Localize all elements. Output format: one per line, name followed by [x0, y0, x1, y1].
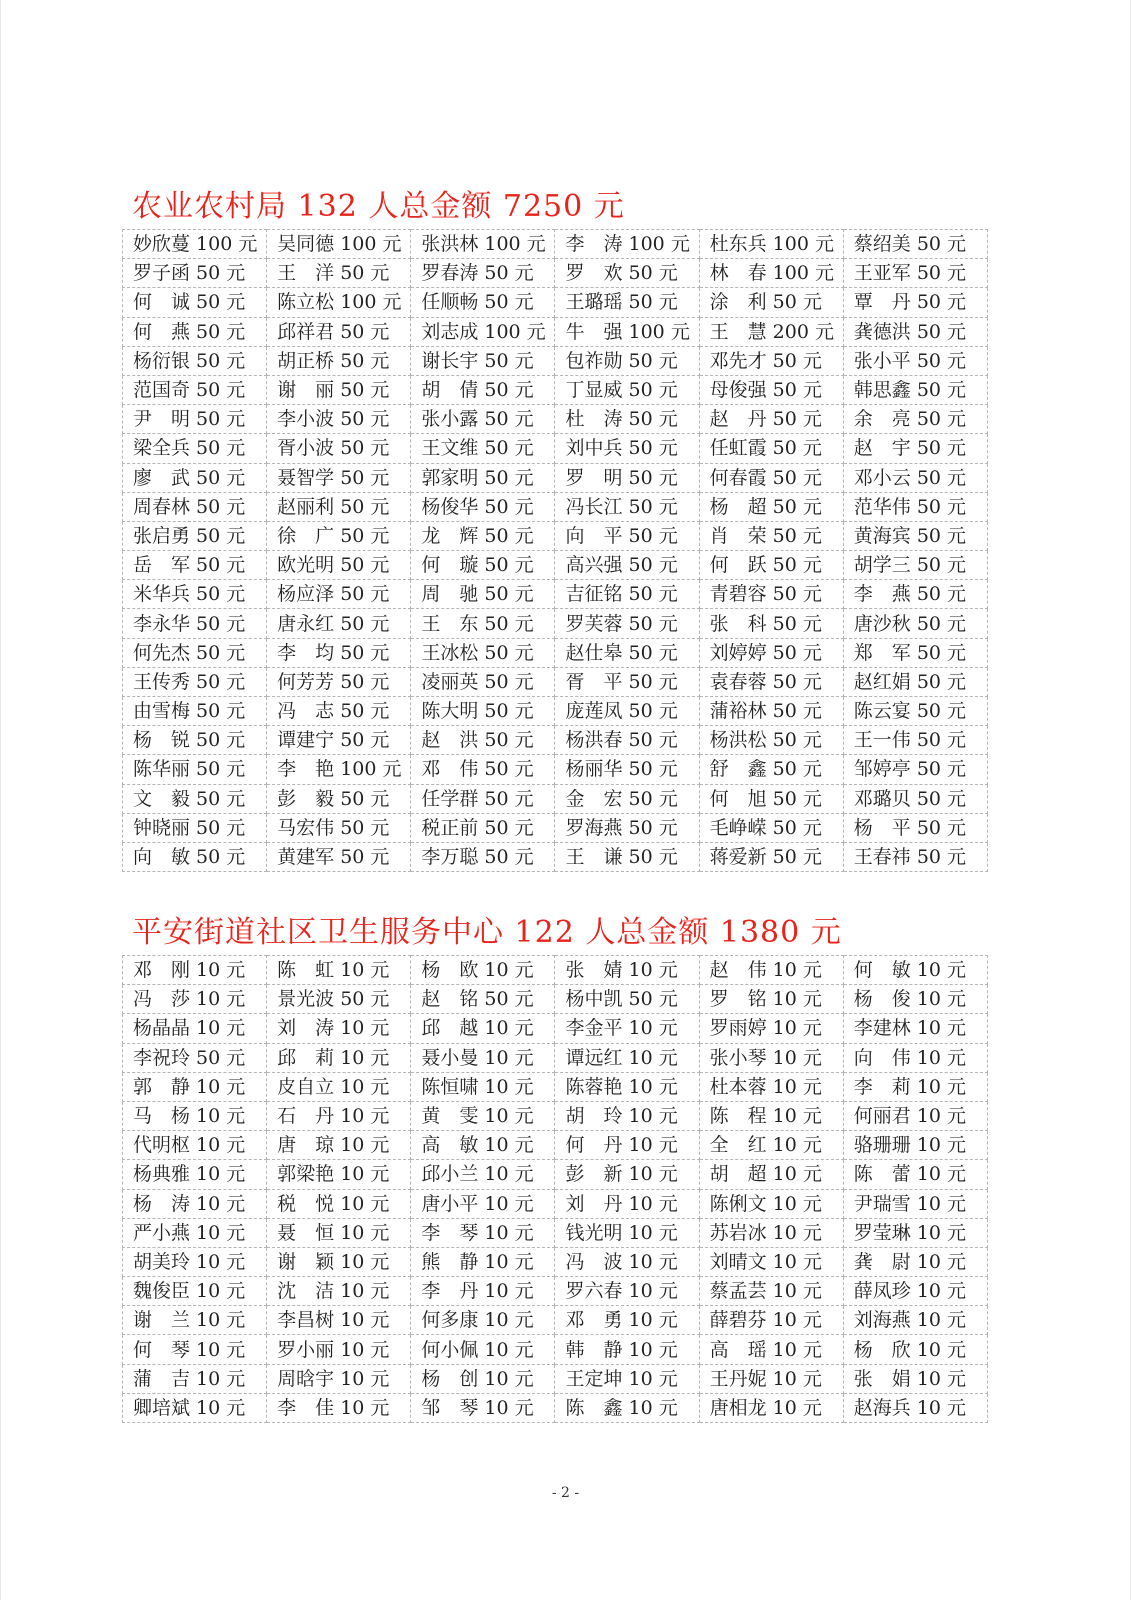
donor-cell: 景光波 50 元: [267, 985, 411, 1014]
page-number: - 2 -: [551, 1485, 580, 1501]
donor-cell: 王文维 50 元: [411, 434, 555, 463]
donor-cell: 张小琴 10 元: [699, 1043, 843, 1072]
donor-cell: 庞莲凤 50 元: [555, 697, 699, 726]
table-row: [123, 1306, 988, 1335]
donor-cell: 张 娟 10 元: [843, 1364, 987, 1393]
donor-cell: 赵 洪 50 元: [411, 726, 555, 755]
donor-cell: 杨应泽 50 元: [267, 580, 411, 609]
donor-cell: 金 宏 50 元: [555, 784, 699, 813]
donor-cell: 骆珊珊 10 元: [843, 1131, 987, 1160]
donor-cell: 邓 刚 10 元: [123, 956, 267, 985]
table-row: [123, 697, 988, 726]
donor-cell: 邹 琴 10 元: [411, 1393, 555, 1422]
donor-cell: 吉征铭 50 元: [555, 580, 699, 609]
donor-cell: 邓小云 50 元: [843, 463, 987, 492]
table-row: [123, 1335, 988, 1364]
donation-table: [122, 229, 988, 872]
table-row: [123, 1101, 988, 1130]
donor-cell: 胡 倩 50 元: [411, 375, 555, 404]
donor-cell: 卿培斌 10 元: [123, 1393, 267, 1422]
donor-cell: 马 杨 10 元: [123, 1101, 267, 1130]
section-title: 平安街道社区卫生服务中心 122 人总金额 1380 元: [132, 915, 842, 950]
donor-cell: 尹 明 50 元: [123, 405, 267, 434]
donor-cell: 王 慧 200 元: [699, 317, 843, 346]
table-row: [123, 1247, 988, 1276]
donor-cell: 陈立松 100 元: [267, 288, 411, 317]
table-row: [123, 521, 988, 550]
table-row: [123, 230, 988, 259]
donor-cell: 陈 虹 10 元: [267, 956, 411, 985]
table-row: [123, 346, 988, 375]
donor-cell: 蒋爱新 50 元: [699, 842, 843, 871]
donor-cell: 李永华 50 元: [123, 609, 267, 638]
table-row: [123, 609, 988, 638]
donor-cell: 王丹妮 10 元: [699, 1364, 843, 1393]
table-row: [123, 813, 988, 842]
donor-cell: 唐沙秋 50 元: [843, 609, 987, 638]
donor-cell: 刘婷婷 50 元: [699, 638, 843, 667]
donor-cell: 邱祥君 50 元: [267, 317, 411, 346]
donation-table: [122, 955, 988, 1423]
donor-cell: 罗 铭 10 元: [699, 985, 843, 1014]
table-row: [123, 492, 988, 521]
table-row: [123, 1189, 988, 1218]
donor-cell: 妙欣蔓 100 元: [123, 230, 267, 259]
donor-cell: 聂小曼 10 元: [411, 1043, 555, 1072]
donor-cell: 赵仕皋 50 元: [555, 638, 699, 667]
donor-cell: 罗六春 10 元: [555, 1277, 699, 1306]
donor-cell: 邱 越 10 元: [411, 1014, 555, 1043]
donor-cell: 韩思鑫 50 元: [843, 375, 987, 404]
donor-cell: 周晗宇 10 元: [267, 1364, 411, 1393]
donor-cell: 何丽君 10 元: [843, 1101, 987, 1130]
donor-cell: 赵丽利 50 元: [267, 492, 411, 521]
donor-cell: 覃 丹 50 元: [843, 288, 987, 317]
donor-cell: 王 洋 50 元: [267, 259, 411, 288]
donor-cell: 杨洪春 50 元: [555, 726, 699, 755]
donor-cell: 税正前 50 元: [411, 813, 555, 842]
donor-cell: 杨俊华 50 元: [411, 492, 555, 521]
donor-cell: 皮自立 10 元: [267, 1072, 411, 1101]
donor-cell: 刘 涛 10 元: [267, 1014, 411, 1043]
donor-cell: 李小波 50 元: [267, 405, 411, 434]
donor-cell: 黄海宾 50 元: [843, 521, 987, 550]
donor-cell: 邱 莉 10 元: [267, 1043, 411, 1072]
section-health-center: [122, 913, 1131, 1423]
donor-cell: 凌丽英 50 元: [411, 667, 555, 696]
donor-cell: 母俊强 50 元: [699, 375, 843, 404]
donor-cell: 高 敏 10 元: [411, 1131, 555, 1160]
donor-cell: 张小平 50 元: [843, 346, 987, 375]
donor-cell: 杜 涛 50 元: [555, 405, 699, 434]
page-left-edge: [0, 0, 1, 1600]
donor-cell: 陈俐文 10 元: [699, 1189, 843, 1218]
donor-cell: 周 驰 50 元: [411, 580, 555, 609]
table-row: [123, 1131, 988, 1160]
donor-cell: 蔡绍美 50 元: [843, 230, 987, 259]
donor-cell: 王冰松 50 元: [411, 638, 555, 667]
table-row: [123, 1043, 988, 1072]
donor-cell: 唐相龙 10 元: [699, 1393, 843, 1422]
table-row: [123, 956, 988, 985]
donor-cell: 王亚军 50 元: [843, 259, 987, 288]
donor-cell: 胡正桥 50 元: [267, 346, 411, 375]
donor-cell: 沈 洁 10 元: [267, 1277, 411, 1306]
donor-cell: 李 丹 10 元: [411, 1277, 555, 1306]
donor-cell: 李 莉 10 元: [843, 1072, 987, 1101]
donor-cell: 岳 军 50 元: [123, 551, 267, 580]
donor-cell: 彭 新 10 元: [555, 1160, 699, 1189]
donor-cell: 何春霞 50 元: [699, 463, 843, 492]
donor-cell: 张小露 50 元: [411, 405, 555, 434]
donor-cell: 何 诚 50 元: [123, 288, 267, 317]
donor-cell: 何芳芳 50 元: [267, 667, 411, 696]
donor-cell: 代明枢 10 元: [123, 1131, 267, 1160]
donor-cell: 邱小兰 10 元: [411, 1160, 555, 1189]
donor-cell: 何 琴 10 元: [123, 1335, 267, 1364]
donor-cell: 胡 超 10 元: [699, 1160, 843, 1189]
donor-cell: 李 涛 100 元: [555, 230, 699, 259]
donor-cell: 严小燕 10 元: [123, 1218, 267, 1247]
donor-cell: 陈 蕾 10 元: [843, 1160, 987, 1189]
donor-cell: 刘中兵 50 元: [555, 434, 699, 463]
donor-cell: 冯长江 50 元: [555, 492, 699, 521]
donor-cell: 胥小波 50 元: [267, 434, 411, 463]
table-row: [123, 463, 988, 492]
donor-cell: 张 科 50 元: [699, 609, 843, 638]
donor-cell: 李 均 50 元: [267, 638, 411, 667]
donor-cell: 青碧容 50 元: [699, 580, 843, 609]
donor-cell: 罗子函 50 元: [123, 259, 267, 288]
donor-cell: 聂 恒 10 元: [267, 1218, 411, 1247]
donor-cell: 薛凤珍 10 元: [843, 1277, 987, 1306]
donor-cell: 马宏伟 50 元: [267, 813, 411, 842]
donor-cell: 郭 静 10 元: [123, 1072, 267, 1101]
donor-cell: 任虹霞 50 元: [699, 434, 843, 463]
table-row: [123, 1277, 988, 1306]
donor-cell: 高 瑶 10 元: [699, 1335, 843, 1364]
donor-cell: 范华伟 50 元: [843, 492, 987, 521]
donor-cell: 王一伟 50 元: [843, 726, 987, 755]
donor-cell: 杨 俊 10 元: [843, 985, 987, 1014]
donor-cell: 向 敏 50 元: [123, 842, 267, 871]
donor-cell: 陈云宴 50 元: [843, 697, 987, 726]
donor-cell: 罗小丽 10 元: [267, 1335, 411, 1364]
donor-cell: 聂智学 50 元: [267, 463, 411, 492]
donor-cell: 邓 勇 10 元: [555, 1306, 699, 1335]
donor-cell: 苏岩冰 10 元: [699, 1218, 843, 1247]
donor-cell: 陈 程 10 元: [699, 1101, 843, 1130]
donor-cell: 杨晶晶 10 元: [123, 1014, 267, 1043]
donor-cell: 刘海燕 10 元: [843, 1306, 987, 1335]
donor-cell: 吴同德 100 元: [267, 230, 411, 259]
donor-cell: 杨 欧 10 元: [411, 956, 555, 985]
donor-cell: 刘晴文 10 元: [699, 1247, 843, 1276]
donor-cell: 冯 波 10 元: [555, 1247, 699, 1276]
donor-cell: 李金平 10 元: [555, 1014, 699, 1043]
donor-cell: 李 艳 100 元: [267, 755, 411, 784]
donor-cell: 罗莹琳 10 元: [843, 1218, 987, 1247]
donor-cell: 熊 静 10 元: [411, 1247, 555, 1276]
donor-cell: 王璐瑶 50 元: [555, 288, 699, 317]
table-row: [123, 1014, 988, 1043]
donor-cell: 毛峥嵘 50 元: [699, 813, 843, 842]
table-row: [123, 375, 988, 404]
table-row: [123, 638, 988, 667]
donor-cell: 谭建宁 50 元: [267, 726, 411, 755]
table-row: [123, 1218, 988, 1247]
table-row: [123, 1393, 988, 1422]
donor-cell: 唐小平 10 元: [411, 1189, 555, 1218]
table-row: [123, 405, 988, 434]
donor-cell: 张洪林 100 元: [411, 230, 555, 259]
donor-cell: 杨中凯 50 元: [555, 985, 699, 1014]
donor-cell: 陈大明 50 元: [411, 697, 555, 726]
donor-cell: 李 佳 10 元: [267, 1393, 411, 1422]
donor-cell: 向 平 50 元: [555, 521, 699, 550]
donor-cell: 杨 欣 10 元: [843, 1335, 987, 1364]
table-row: [123, 755, 988, 784]
donor-cell: 袁春蓉 50 元: [699, 667, 843, 696]
donor-cell: 杨 锐 50 元: [123, 726, 267, 755]
donor-cell: 向 伟 10 元: [843, 1043, 987, 1072]
donor-cell: 胥 平 50 元: [555, 667, 699, 696]
donor-cell: 何 燕 50 元: [123, 317, 267, 346]
donor-cell: 高兴强 50 元: [555, 551, 699, 580]
donor-cell: 谢 颖 10 元: [267, 1247, 411, 1276]
table-row: [123, 551, 988, 580]
donor-cell: 彭 毅 50 元: [267, 784, 411, 813]
donor-cell: 李 琴 10 元: [411, 1218, 555, 1247]
donor-cell: 杜东兵 100 元: [699, 230, 843, 259]
donor-cell: 税 悦 10 元: [267, 1189, 411, 1218]
donor-cell: 包祚勋 50 元: [555, 346, 699, 375]
donor-cell: 龚 尉 10 元: [843, 1247, 987, 1276]
donor-cell: 黄 雯 10 元: [411, 1101, 555, 1130]
table-row: [123, 434, 988, 463]
donor-cell: 范国奇 50 元: [123, 375, 267, 404]
donor-cell: 丁显威 50 元: [555, 375, 699, 404]
table-row: [123, 726, 988, 755]
donor-cell: 钟晓丽 50 元: [123, 813, 267, 842]
donor-cell: 罗海燕 50 元: [555, 813, 699, 842]
donor-cell: 唐 琼 10 元: [267, 1131, 411, 1160]
donor-cell: 胡 玲 10 元: [555, 1101, 699, 1130]
donor-cell: 刘 丹 10 元: [555, 1189, 699, 1218]
donor-cell: 魏俊臣 10 元: [123, 1277, 267, 1306]
donor-cell: 何多康 10 元: [411, 1306, 555, 1335]
donor-cell: 杨衍银 50 元: [123, 346, 267, 375]
donor-cell: 张启勇 50 元: [123, 521, 267, 550]
donor-cell: 蒲 吉 10 元: [123, 1364, 267, 1393]
donor-cell: 王 东 50 元: [411, 609, 555, 638]
donor-cell: 冯 志 50 元: [267, 697, 411, 726]
donor-cell: 韩 静 10 元: [555, 1335, 699, 1364]
table-row: [123, 784, 988, 813]
donor-cell: 任顺畅 50 元: [411, 288, 555, 317]
donor-cell: 赵 丹 50 元: [699, 405, 843, 434]
donor-cell: 石 丹 10 元: [267, 1101, 411, 1130]
donor-cell: 何小佩 10 元: [411, 1335, 555, 1364]
donor-cell: 谢 兰 10 元: [123, 1306, 267, 1335]
table-row: [123, 259, 988, 288]
table-row: [123, 1160, 988, 1189]
donor-cell: 杨 创 10 元: [411, 1364, 555, 1393]
donor-cell: 何先杰 50 元: [123, 638, 267, 667]
table-row: [123, 288, 988, 317]
donor-cell: 蒲裕林 50 元: [699, 697, 843, 726]
donor-cell: 谢长宇 50 元: [411, 346, 555, 375]
donor-cell: 任学群 50 元: [411, 784, 555, 813]
donor-cell: 冯 莎 10 元: [123, 985, 267, 1014]
donor-cell: 周春林 50 元: [123, 492, 267, 521]
donor-cell: 罗芙蓉 50 元: [555, 609, 699, 638]
donor-cell: 邓 伟 50 元: [411, 755, 555, 784]
donor-cell: 林 春 100 元: [699, 259, 843, 288]
donor-cell: 徐 广 50 元: [267, 521, 411, 550]
donor-cell: 何 璇 50 元: [411, 551, 555, 580]
donor-cell: 何 敏 10 元: [843, 956, 987, 985]
donor-cell: 谢 丽 50 元: [267, 375, 411, 404]
donor-cell: 赵红娟 50 元: [843, 667, 987, 696]
donor-cell: 尹瑞雪 10 元: [843, 1189, 987, 1218]
donor-cell: 陈华丽 50 元: [123, 755, 267, 784]
donor-cell: 何 丹 10 元: [555, 1131, 699, 1160]
donor-cell: 全 红 10 元: [699, 1131, 843, 1160]
donor-cell: 谭远红 10 元: [555, 1043, 699, 1072]
donor-cell: 赵海兵 10 元: [843, 1393, 987, 1422]
donor-cell: 张 婧 10 元: [555, 956, 699, 985]
donor-cell: 罗 明 50 元: [555, 463, 699, 492]
donor-cell: 王定坤 10 元: [555, 1364, 699, 1393]
donor-cell: 欧光明 50 元: [267, 551, 411, 580]
donor-cell: 杨 涛 10 元: [123, 1189, 267, 1218]
donor-cell: 王春祎 50 元: [843, 842, 987, 871]
donor-cell: 梁全兵 50 元: [123, 434, 267, 463]
donor-cell: 黄建军 50 元: [267, 842, 411, 871]
donor-cell: 何 旭 50 元: [699, 784, 843, 813]
donor-cell: 杨 平 50 元: [843, 813, 987, 842]
table-row: [123, 667, 988, 696]
donor-cell: 罗春涛 50 元: [411, 259, 555, 288]
donor-cell: 胡美玲 10 元: [123, 1247, 267, 1276]
table-row: [123, 580, 988, 609]
donor-cell: 赵 铭 50 元: [411, 985, 555, 1014]
donor-cell: 龙 辉 50 元: [411, 521, 555, 550]
donor-cell: 陈恒啸 10 元: [411, 1072, 555, 1101]
donor-cell: 李建林 10 元: [843, 1014, 987, 1043]
donor-cell: 王传秀 50 元: [123, 667, 267, 696]
donor-cell: 舒 鑫 50 元: [699, 755, 843, 784]
donor-cell: 郭梁艳 10 元: [267, 1160, 411, 1189]
donor-cell: 罗 欢 50 元: [555, 259, 699, 288]
donor-cell: 杨洪松 50 元: [699, 726, 843, 755]
donor-cell: 杨丽华 50 元: [555, 755, 699, 784]
donor-cell: 肖 荣 50 元: [699, 521, 843, 550]
donor-cell: 郑 军 50 元: [843, 638, 987, 667]
donor-cell: 陈蓉艳 10 元: [555, 1072, 699, 1101]
donor-cell: 龚德洪 50 元: [843, 317, 987, 346]
donor-cell: 牛 强 100 元: [555, 317, 699, 346]
donor-cell: 杜本蓉 10 元: [699, 1072, 843, 1101]
donor-cell: 赵 宇 50 元: [843, 434, 987, 463]
donor-cell: 杨典雅 10 元: [123, 1160, 267, 1189]
donor-cell: 李 燕 50 元: [843, 580, 987, 609]
donor-cell: 邹婷亭 50 元: [843, 755, 987, 784]
donor-cell: 由雪梅 50 元: [123, 697, 267, 726]
section-title: 农业农村局 132 人总金额 7250 元: [132, 189, 625, 224]
table-row: [123, 1072, 988, 1101]
donor-cell: 文 毅 50 元: [123, 784, 267, 813]
donor-cell: 胡学三 50 元: [843, 551, 987, 580]
donor-cell: 李万聪 50 元: [411, 842, 555, 871]
donor-cell: 何 跃 50 元: [699, 551, 843, 580]
donor-cell: 邓璐贝 50 元: [843, 784, 987, 813]
table-row: [123, 985, 988, 1014]
donor-cell: 蔡孟芸 10 元: [699, 1277, 843, 1306]
donor-cell: 余 亮 50 元: [843, 405, 987, 434]
donor-cell: 米华兵 50 元: [123, 580, 267, 609]
section-agriculture: [122, 187, 1131, 872]
table-row: [123, 317, 988, 346]
donor-cell: 杨 超 50 元: [699, 492, 843, 521]
donor-cell: 陈 鑫 10 元: [555, 1393, 699, 1422]
donor-cell: 钱光明 10 元: [555, 1218, 699, 1247]
donor-cell: 李祝玲 50 元: [123, 1043, 267, 1072]
donor-cell: 李昌树 10 元: [267, 1306, 411, 1335]
table-row: [123, 842, 988, 871]
donor-cell: 廖 武 50 元: [123, 463, 267, 492]
donor-cell: 涂 利 50 元: [699, 288, 843, 317]
donor-cell: 刘志成 100 元: [411, 317, 555, 346]
donor-cell: 唐永红 50 元: [267, 609, 411, 638]
donor-cell: 郭家明 50 元: [411, 463, 555, 492]
donor-cell: 王 谦 50 元: [555, 842, 699, 871]
donor-cell: 邓先才 50 元: [699, 346, 843, 375]
donor-cell: 薛碧芬 10 元: [699, 1306, 843, 1335]
table-row: [123, 1364, 988, 1393]
donor-cell: 赵 伟 10 元: [699, 956, 843, 985]
donor-cell: 罗雨婷 10 元: [699, 1014, 843, 1043]
